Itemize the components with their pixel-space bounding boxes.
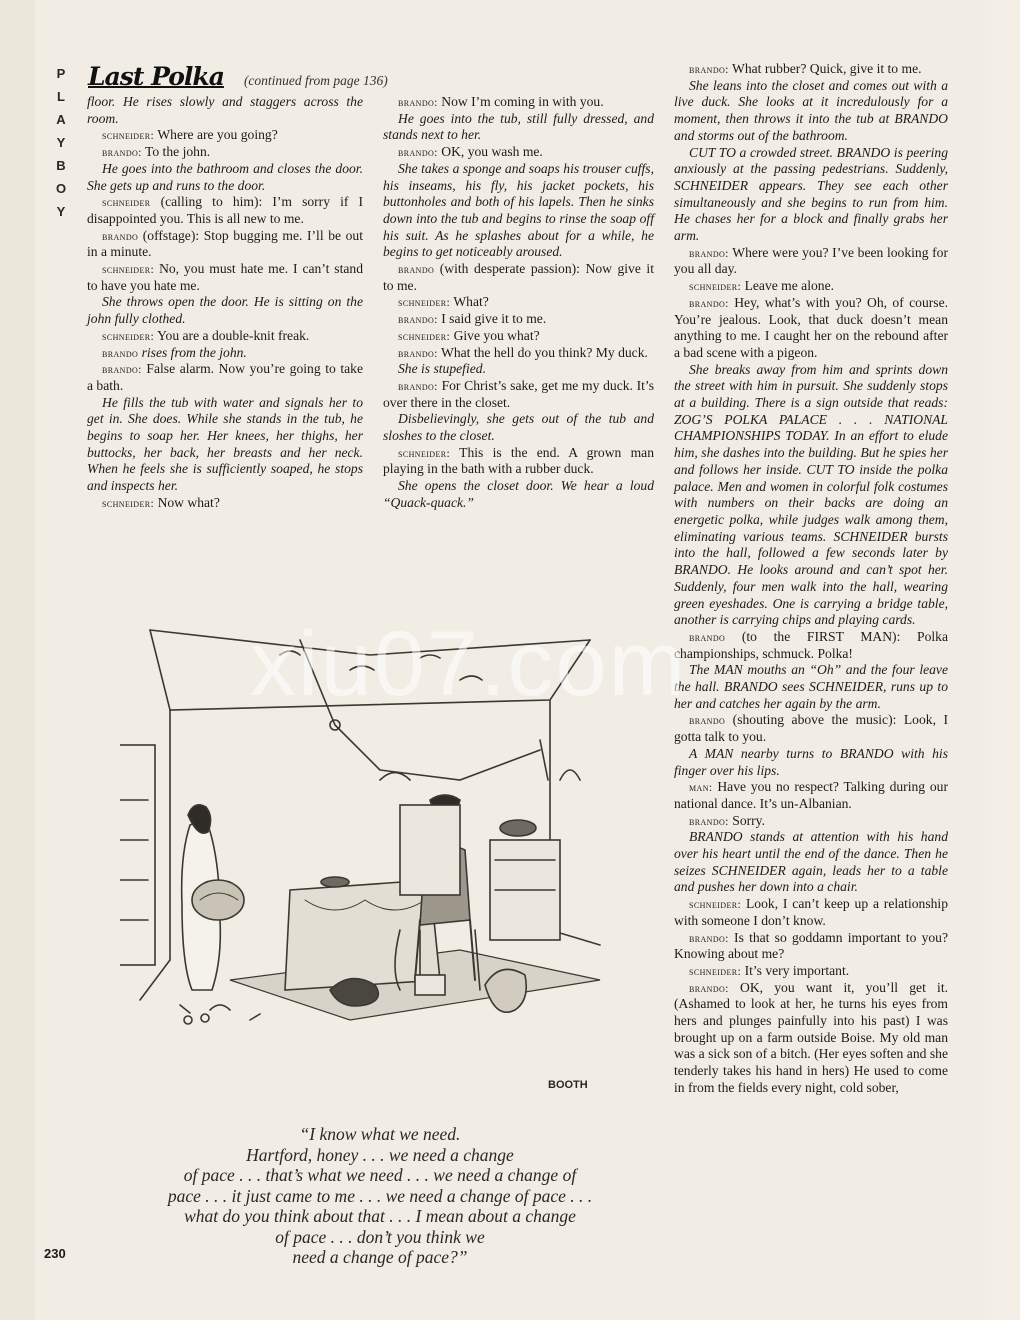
paragraph: [383, 378, 654, 411]
paragraph: [383, 144, 654, 161]
caption-line: what do you think about that . . . I mean about a change: [184, 1206, 576, 1226]
paragraph: [383, 345, 654, 362]
speaker-label: brando:: [689, 813, 729, 828]
page-edge: [0, 0, 35, 1320]
paragraph-text: (with desperate passion): Now give it to me.: [383, 261, 654, 293]
paragraph-text: Have you no respect? Talking during our national dance. It’s un-Albanian.: [674, 779, 948, 811]
paragraph-text: OK, you wash me.: [437, 144, 543, 160]
paragraph-text: rises from the john.: [138, 344, 247, 360]
paragraph: [674, 295, 948, 362]
paragraph: [383, 361, 654, 378]
article-logo: Last Polka: [88, 62, 224, 91]
paragraph: [87, 127, 363, 144]
paragraph: [383, 161, 654, 261]
side-label-letter: L: [57, 89, 65, 104]
paragraph: [87, 395, 363, 495]
text-column-3: [674, 61, 948, 1097]
paragraph: [383, 411, 654, 444]
caption-line: Hartford, honey . . . we need a change: [246, 1144, 514, 1165]
paragraph: [674, 712, 948, 745]
speaker-label: schneider:: [689, 897, 742, 912]
paragraph: [383, 261, 654, 294]
text-column-1: [87, 94, 363, 512]
watermark: xiu07.com: [250, 613, 688, 715]
paragraph: [674, 779, 948, 812]
paragraph-text: Now I’m coming in with you.: [437, 94, 604, 109]
paragraph: [87, 294, 363, 327]
paragraph-text: OK, you want it, you’ll get it. (Ashamed to look at her, he turns his eyes from hers and plunges painfully into his past) I was brought up on a farm outside Boise. My old man was a sick son of a bitch. (Her eyes soften and she tenderly takes his hand in hers) He used to come in from the fields every night, cold sober,: [674, 979, 948, 1095]
paragraph: [87, 94, 363, 127]
paragraph: [674, 145, 948, 245]
paragraph: [674, 78, 948, 145]
paragraph-text: (offstage): Stop bugging me. I’ll be out in a minute.: [87, 227, 363, 260]
paragraph-text: What rubber? Quick, give it to me.: [728, 61, 922, 76]
paragraph-text: Leave me alone.: [741, 278, 835, 294]
speaker-label: brando:: [689, 62, 729, 76]
paragraph: [674, 629, 948, 662]
paragraph-text: She leans into the closet and comes out with a live duck. She looks at it incredulously for a moment, then throws it into the tub at BRANDO and storms out of the bathroom.: [674, 77, 948, 143]
side-label-letter: A: [56, 112, 66, 127]
paragraph-text: (shouting above the music): Look, I gotta talk to you.: [674, 712, 948, 745]
side-label-letter: Y: [56, 204, 66, 219]
paragraph-text: The MAN mouths an “Oh” and the four leave the hall. BRANDO sees SCHNEIDER, runs up to her and catches her again by the arm.: [674, 662, 948, 711]
paragraph-text: Give you what?: [450, 327, 540, 343]
speaker-label: brando:: [689, 295, 729, 310]
speaker-label: schneider:: [398, 445, 451, 460]
speaker-label: brando:: [689, 930, 729, 945]
paragraph: [383, 294, 654, 311]
paragraph-text: Hey, what’s with you? Oh, of course. You’re jealous. Look, that duck doesn’t mean anything to me. I caught her on the rebound after a bad scene with a pigeon.: [674, 294, 948, 360]
magazine-side-label: [52, 62, 70, 223]
paragraph-text: Now what?: [154, 494, 220, 510]
caption-line: of pace . . . don’t you think we: [275, 1226, 485, 1247]
paragraph-text: Where were you? I’ve been looking for you all day.: [674, 244, 948, 277]
paragraph: [674, 245, 948, 278]
speaker-label: man:: [689, 780, 713, 795]
paragraph-text: Sorry.: [728, 812, 765, 828]
speaker-label: schneider:: [102, 262, 155, 277]
paragraph-text: He fills the tub with water and signals her to get in. She does. While she stands in the tub, he begins to soap her. Her knees, her thighs, her buttocks, her back, her breasts and her neck. When he feels she is sufficiently soaped, he stops and inspects her.: [87, 394, 363, 494]
paragraph-text: She throws open the door. He is sitting on the john fully clothed.: [87, 294, 363, 327]
paragraph-text: She breaks away from him and sprints down the street with him in pursuit. She suddenly stops at a building. There is a sign outside that reads: ZOG’S POLKA PALACE . . . NATIONAL CHAMPIONSHIPS TODAY. In an effort to elude him, she dashes into the building. But he spies her and follows her inside. CUT TO inside the polka palace. Men and women in colorful folk costumes with numbers on their backs are doing an energetic polka, while judges walk among them, eliminating various teams. SCHNEIDER bursts into the hall, followed a few seconds later by BRANDO. He looks around and can’t spot her. Suddenly, four men walk into the hall, wearing green eyeshades. One is carrying a bridge table, another is carrying chips and playing cards.: [674, 361, 948, 628]
side-label-letter: O: [55, 181, 67, 196]
paragraph: [674, 746, 948, 779]
side-label-letter: Y: [56, 135, 66, 150]
continued-note: (continued from page 136): [243, 73, 388, 88]
caption-line: of pace . . . that’s what we need . . . we need a change of: [183, 1165, 577, 1185]
speaker-label: brando: [689, 629, 726, 644]
paragraph: [87, 361, 363, 394]
paragraph: [674, 896, 948, 929]
speaker-label: brando:: [398, 378, 438, 393]
speaker-label: schneider:: [102, 495, 155, 510]
paragraph: [87, 261, 363, 294]
paragraph: [674, 662, 948, 712]
paragraph-text: False alarm. Now you’re going to take a bath.: [87, 361, 363, 393]
paragraph-text: You are a double-knit freak.: [154, 327, 310, 343]
side-label-letter: P: [56, 66, 66, 81]
paragraph: [674, 362, 948, 629]
paragraph: [383, 445, 654, 478]
paragraph-text: He goes into the tub, still fully dressed, and stands next to her.: [383, 110, 654, 143]
artist-signature: BOOTH: [548, 1079, 588, 1091]
paragraph: [674, 829, 948, 896]
paragraph: [87, 161, 363, 194]
speaker-label: brando:: [398, 95, 438, 109]
paragraph-text: She takes a sponge and soaps his trouser cuffs, his inseams, his fly, his jacket pockets, his buttonholes and both of his lapels. Then he sinks down into the tub and begins to rinse the soap off his suit. As he splashes about for a while, he begins to get noticeably aroused.: [383, 160, 654, 260]
paragraph-text: (calling to him): I’m sorry if I disappointed you. This is all new to me.: [87, 194, 363, 226]
speaker-label: schneider:: [689, 279, 742, 294]
paragraph-text: This is the end. A grown man playing in the bath with a rubber duck.: [383, 444, 654, 477]
caption-line: “I know what we need.: [299, 1124, 461, 1144]
speaker-label: schneider:: [689, 963, 742, 978]
paragraph-text: For Christ’s sake, get me my duck. It’s over there in the closet.: [383, 377, 654, 410]
paragraph-text: floor. He rises slowly and staggers across the room.: [87, 94, 363, 126]
paragraph: [674, 61, 948, 78]
paragraph: [87, 194, 363, 227]
side-label-letter: B: [56, 158, 66, 173]
paragraph-text: Is that so goddamn important to you? Knowing about me?: [674, 929, 948, 962]
paragraph: [383, 478, 654, 511]
page-number: 230: [44, 1246, 66, 1261]
speaker-label: brando:: [102, 362, 142, 377]
speaker-label: brando: [102, 345, 139, 360]
paragraph: [383, 111, 654, 144]
paragraph-text: BRANDO stands at attention with his hand over his heart until the end of the dance. Then he seizes SCHNEIDER again, leads her to a table and pushes her down into a chair.: [674, 829, 948, 895]
paragraph-text: A MAN nearby turns to BRANDO with his finger over his lips.: [674, 745, 948, 778]
paragraph-text: To the john.: [141, 144, 211, 160]
speaker-label: brando:: [398, 312, 438, 327]
cartoon-illustration: [120, 600, 640, 1110]
paragraph-text: Look, I can’t keep up a relationship with someone I don’t know.: [674, 896, 948, 928]
speaker-label: brando:: [398, 345, 438, 360]
paragraph: [87, 495, 363, 512]
paragraph: [674, 963, 948, 980]
paragraph: [383, 328, 654, 345]
paragraph-text: I said give it to me.: [437, 311, 547, 327]
paragraph-text: What?: [450, 294, 489, 310]
paragraph: [674, 930, 948, 963]
paragraph-text: What the hell do you think? My duck.: [437, 344, 648, 360]
speaker-label: schneider:: [398, 295, 451, 310]
paragraph: [383, 311, 654, 328]
speaker-label: brando: [102, 228, 139, 243]
paragraph: [674, 980, 948, 1097]
paragraph-text: Disbelievingly, she gets out of the tub and sloshes to the closet.: [383, 411, 654, 444]
speaker-label: schneider:: [102, 128, 155, 143]
article-header: [88, 62, 388, 92]
paragraph-text: He goes into the bathroom and closes the door. She gets up and runs to the door.: [87, 160, 363, 193]
paragraph: [674, 813, 948, 830]
paragraph: [87, 228, 363, 261]
speaker-label: schneider:: [102, 328, 155, 343]
caption-line: pace . . . it just came to me . . . we need a change of pace . . .: [167, 1185, 593, 1206]
speaker-label: brando:: [102, 145, 142, 160]
paragraph-text: She opens the closet door. We hear a loud “Quack-quack.”: [383, 478, 654, 510]
paragraph: [87, 328, 363, 345]
paragraph-text: She is stupefied.: [398, 361, 486, 377]
speaker-label: schneider: [102, 195, 151, 210]
speaker-label: brando: [398, 262, 435, 277]
paragraph-text: It’s very important.: [741, 962, 850, 978]
speaker-label: schneider:: [398, 328, 451, 343]
paragraph-text: (to the FIRST MAN): Polka championships, schmuck. Polka!: [674, 628, 948, 661]
paragraph: [383, 94, 654, 111]
paragraph-text: CUT TO a crowded street. BRANDO is peering anxiously at the passing pedestrians. Suddenly, SCHNEIDER appears. They see each other simultaneously and she begins to run from him. He chases her for a block and finally grabs her arm.: [674, 144, 948, 244]
speaker-label: brando:: [689, 980, 729, 995]
speaker-label: brando: [689, 713, 726, 728]
caption-line: need a change of pace?”: [292, 1247, 468, 1267]
paragraph: [87, 345, 363, 362]
speaker-label: brando:: [398, 145, 438, 160]
paragraph-text: Where are you going?: [154, 127, 278, 143]
paragraph-text: No, you must hate me. I can’t stand to have you hate me.: [87, 261, 363, 293]
cartoon-caption: [120, 1124, 640, 1268]
speaker-label: brando:: [689, 245, 729, 260]
paragraph: [674, 278, 948, 295]
paragraph: [87, 144, 363, 161]
text-column-2: [383, 94, 654, 512]
